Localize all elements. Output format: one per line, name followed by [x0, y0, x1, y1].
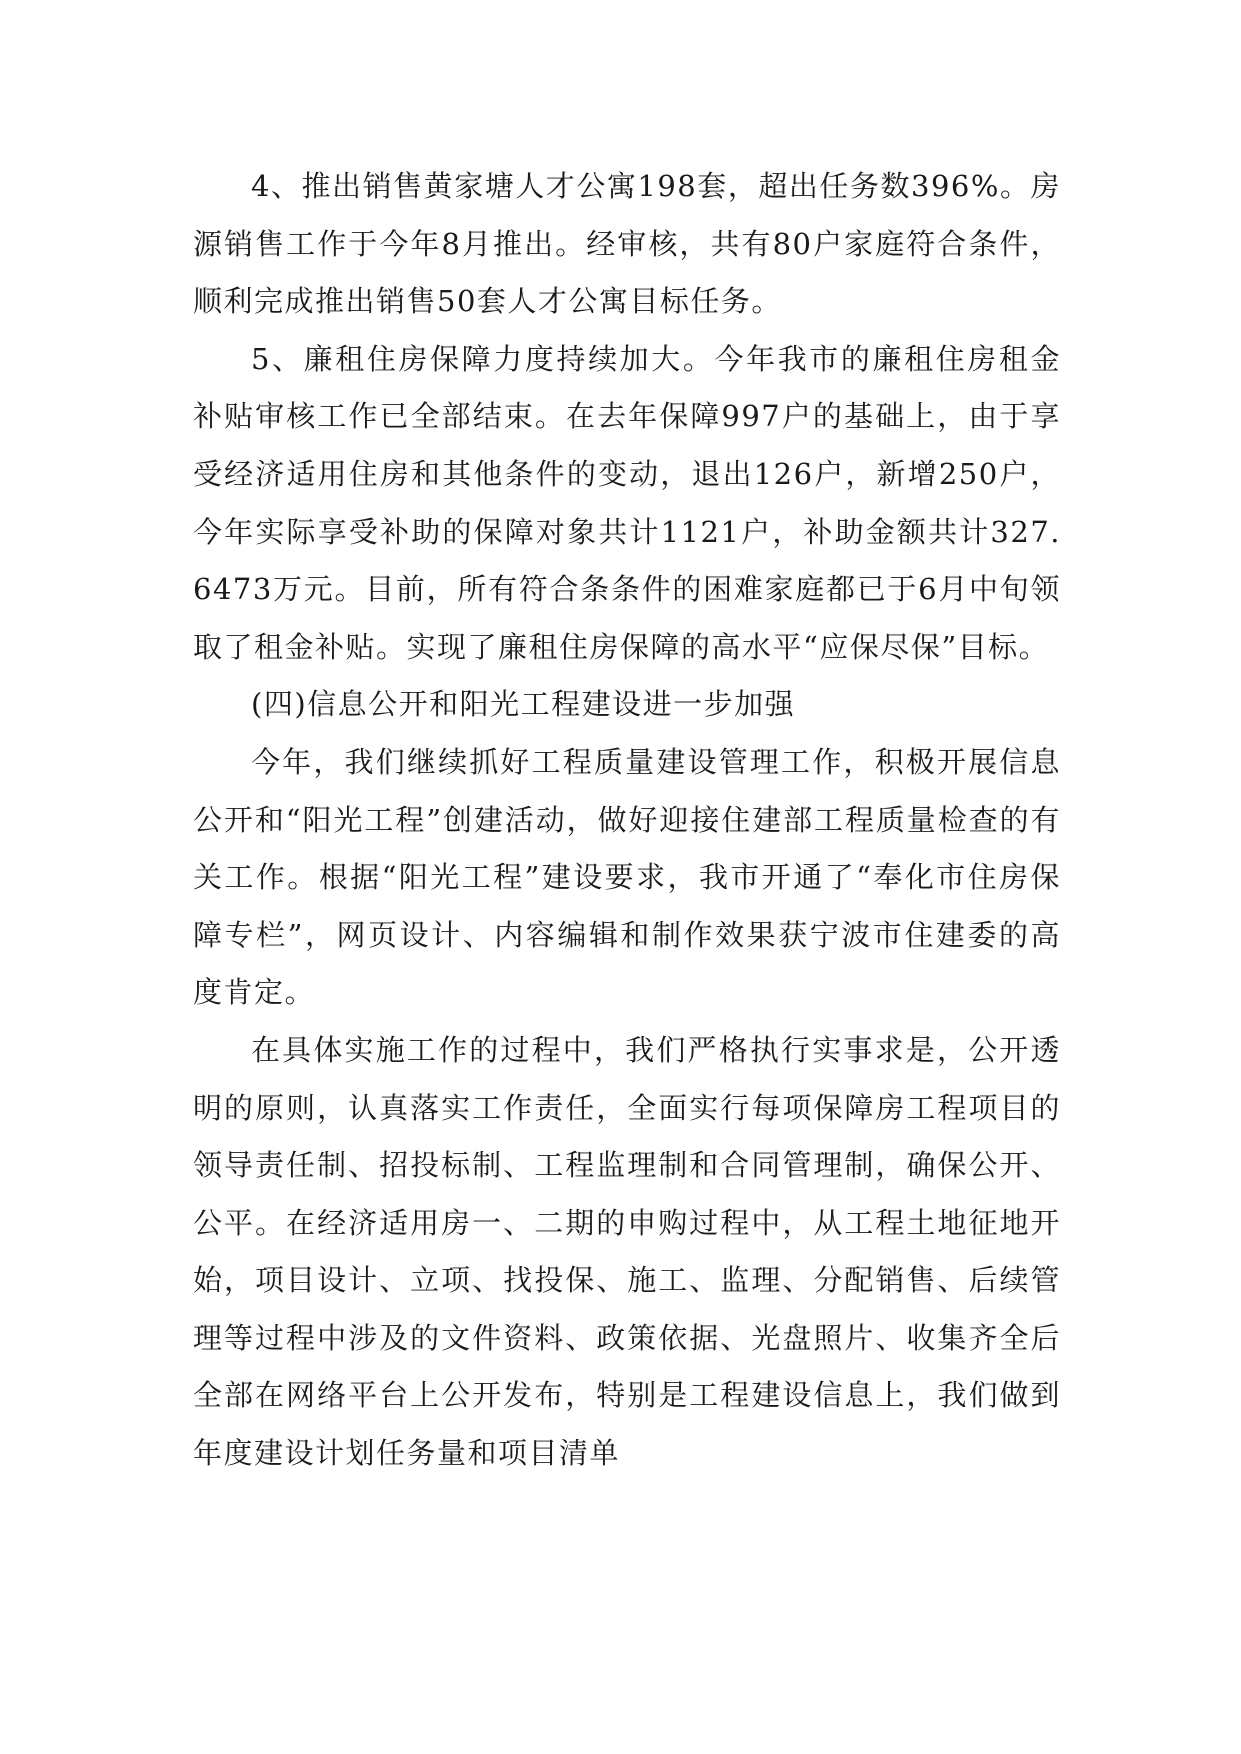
document-body — [193, 158, 1061, 1483]
section-heading-information-disclosure: (四)信息公开和阳光工程建设进一步加强 — [251, 687, 796, 722]
paragraph-implementation-process: 在具体实施工作的过程中，我们严格执行实事求是，公开透明的原则，认真落实工作责任，全面实行每项保障房工程项目的领导责任制、招投标制、工程监理制和合同管理制，确保公开、公平。在经济适用房一、二期的申购过程中，从工程土地征地开始，项目设计、立项、找投保、施工、监理、分配销售、后续管理等过程中涉及的文件资料、政策依据、光盘照片、收集齐全后全部在网络平台上公开发布，特别是工程建设信息上，我们做到年度建设计划任务量和项目清单 — [193, 1032, 1061, 1471]
paragraph-low-rent-housing: 5、廉租住房保障力度持续加大。今年我市的廉租住房租金补贴审核工作已全部结束。在去年保障997户的基础上，由于享受经济适用住房和其他条件的变动，退出126户，新增250户，今年实际享受补助的保障对象共计1121户，补助金额共计327.6473万元。目前，所有符合条条件的困难家庭都已于6月中旬领取了租金补贴。实现了廉租住房保障的高水平“应保尽保”目标。 — [193, 341, 1061, 664]
paragraph-sunshine-project: 今年，我们继续抓好工程质量建设管理工作，积极开展信息公开和“阳光工程”创建活动，做好迎接住建部工程质量检查的有关工作。根据“阳光工程”建设要求，我市开通了“奉化市住房保障专栏”，网页设计、内容编辑和制作效果获宁波市住建委的高度肯定。 — [193, 744, 1061, 1010]
paragraph-talent-apartment-sales: 4、推出销售黄家塘人才公寓198套，超出任务数396%。房源销售工作于今年8月推出。经审核，共有80户家庭符合条件，顺利完成推出销售50套人才公寓目标任务。 — [193, 169, 1061, 319]
